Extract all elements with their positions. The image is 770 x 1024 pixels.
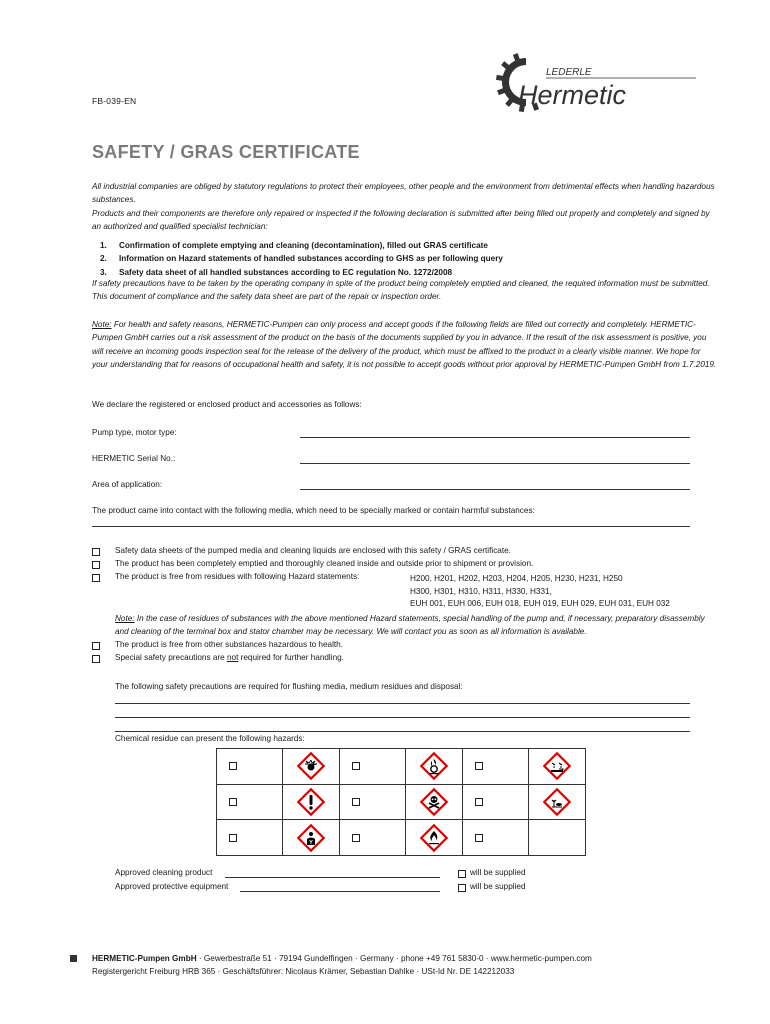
pump-type-field[interactable] bbox=[300, 437, 690, 438]
chem-hazards-text: Chemical residue can present the following hazards: bbox=[115, 734, 305, 743]
environment-icon bbox=[542, 787, 572, 817]
contact-text: The product came into contact with the following media, which need to be specially marked or contain harmful substances: bbox=[92, 506, 535, 515]
requirement-item: 3. Safety data sheet of all handled substances according to EC regulation No. 1272/2008 bbox=[100, 267, 453, 277]
requirement-item: 2. Information on Hazard statements of handled substances according to GHS as per following query bbox=[100, 254, 503, 264]
protective-supplied-checkbox[interactable] bbox=[458, 884, 466, 892]
footer-company: HERMETIC-Pumpen GmbH bbox=[92, 954, 197, 963]
approved-protective-field[interactable] bbox=[240, 891, 440, 892]
hazard-grid bbox=[216, 748, 586, 856]
exclamation-mark-icon bbox=[296, 787, 326, 817]
document-id: FB-039-EN bbox=[92, 96, 137, 106]
requirements-list bbox=[100, 239, 503, 279]
note2-text: In the case of residues of substances with the above mentioned Hazard statements, special handling of the pump and, if necessary, preparatory disassembly and cleaning of the terminal box and stator chamber may be necessary. We will contact you as soon as all information is available. bbox=[115, 614, 705, 637]
health-hazard-icon bbox=[296, 823, 326, 853]
contact-media-field[interactable] bbox=[92, 526, 690, 527]
corrosion-icon bbox=[542, 751, 572, 781]
note-label: Note: bbox=[92, 320, 112, 329]
cleaned-checkbox[interactable] bbox=[92, 561, 100, 569]
hazard-line: EUH 001, EUH 006, EUH 018, EUH 019, EUH 029, EUH 031, EUH 032 bbox=[410, 599, 670, 609]
hazard-statements bbox=[410, 573, 710, 611]
check-row-free bbox=[92, 640, 712, 652]
precautions-text: The following safety precautions are required for flushing media, medium residues and disposal: bbox=[115, 682, 463, 691]
note-paragraph bbox=[92, 318, 717, 372]
footer-square-icon bbox=[70, 955, 77, 962]
intro-text-2: Products and their components are therefore only repaired or inspected if the following declaration is submitted after being filled out properly and completely and signed by an authorized and qualified specialist technician: bbox=[92, 208, 710, 232]
empty-cell bbox=[528, 820, 585, 856]
requirement-item: 1. Confirmation of complete emptying and cleaning (decontamination), filled out GRAS certificate bbox=[100, 241, 488, 250]
cleaning-supplied-row bbox=[458, 868, 558, 880]
skull-crossbones-icon bbox=[419, 787, 449, 817]
hazard-line: H300, H301, H310, H311, H330, H331, bbox=[410, 586, 552, 596]
precautions-line-3[interactable] bbox=[115, 731, 690, 732]
logo-main-text: Hermetic bbox=[518, 80, 627, 110]
protective-supplied-label: will be supplied bbox=[470, 882, 526, 891]
footer bbox=[92, 952, 592, 978]
flame-over-circle-icon bbox=[419, 751, 449, 781]
gas-checkbox[interactable] bbox=[475, 834, 483, 842]
sds-checkbox[interactable] bbox=[92, 548, 100, 556]
check-row-sds bbox=[92, 546, 712, 558]
logo-top-text: LEDERLE bbox=[546, 67, 592, 78]
serial-label: HERMETIC Serial No.: bbox=[92, 454, 176, 463]
note2-label: Note: bbox=[115, 614, 135, 623]
approved-cleaning-field[interactable] bbox=[225, 877, 440, 878]
corrosive-checkbox[interactable] bbox=[475, 762, 483, 770]
footer-address: · Gewerbestraße 51 · 79194 Gundelfingen · Germany · phone +49 761 5830-0 · www.hermetic-pumpen.com bbox=[196, 954, 592, 963]
approved-cleaning-label: Approved cleaning product bbox=[115, 868, 213, 877]
explosive-checkbox[interactable] bbox=[229, 762, 237, 770]
intro-text-1: All industrial companies are obliged by statutory regulations to protect their employees, other people and the environment from detrimental effects when handling hazardous substances. bbox=[92, 182, 715, 205]
page-title: SAFETY / GRAS CERTIFICATE bbox=[92, 142, 360, 162]
company-logo bbox=[496, 52, 706, 112]
precautions-line-2[interactable] bbox=[115, 717, 690, 718]
hazard-line: H200, H201, H202, H203, H204, H205, H230, H231, H250 bbox=[410, 574, 623, 583]
exploding-bomb-icon bbox=[296, 751, 326, 781]
area-field[interactable] bbox=[300, 489, 690, 490]
residues-check-label: The product is free from residues with following Hazard statements: bbox=[115, 572, 360, 581]
check-row-cleaned bbox=[92, 559, 712, 571]
pump-type-label: Pump type, motor type: bbox=[92, 428, 177, 437]
flame-icon bbox=[419, 823, 449, 853]
environmental-checkbox[interactable] bbox=[475, 798, 483, 806]
gear-logo-icon bbox=[496, 52, 706, 112]
cleaned-check-label: The product has been completely emptied and thoroughly cleaned inside and outside prior to shipment or provision. bbox=[115, 559, 534, 568]
free-checkbox[interactable] bbox=[92, 642, 100, 650]
precautions-check-label: Special safety precautions are not required for further handling. bbox=[115, 653, 344, 662]
check-row-residues bbox=[92, 572, 412, 584]
precautions-line-1[interactable] bbox=[115, 703, 690, 704]
intro-paragraph bbox=[92, 180, 717, 234]
residues-checkbox[interactable] bbox=[92, 574, 100, 582]
check-row-precautions bbox=[92, 653, 712, 665]
note-text: For health and safety reasons, HERMETIC-Pumpen can only process and accept goods if the following fields are filled out correctly and completely. HERMETIC-Pumpen GmbH carries out a risk assessment of the product on the basis of the documents supplied by you in advance. If the result of the risk assessment is positive, you will receive an incoming goods inspection seal for the release of the delivery of the product, which must be affixed to the product in a clearly visible manner. We hope for your understanding that for reasons of occupational health and safety, it is not possible to accept goods without prior approval by HERMETIC-Pumpen GmbH from 1.7.2019. bbox=[92, 320, 717, 370]
toxic-checkbox[interactable] bbox=[352, 798, 360, 806]
irritant-checkbox[interactable] bbox=[229, 798, 237, 806]
area-label: Area of application: bbox=[92, 480, 163, 489]
flammable-checkbox[interactable] bbox=[352, 834, 360, 842]
note2-paragraph bbox=[115, 612, 715, 639]
free-check-label: The product is free from other substances hazardous to health. bbox=[115, 640, 344, 649]
cleaning-supplied-label: will be supplied bbox=[470, 868, 526, 877]
precautions-checkbox[interactable] bbox=[92, 655, 100, 663]
sds-check-label: Safety data sheets of the pumped media and cleaning liquids are enclosed with this safety / GRAS certificate. bbox=[115, 546, 511, 555]
health-hazard-checkbox[interactable] bbox=[229, 834, 237, 842]
serial-field[interactable] bbox=[300, 463, 690, 464]
intro-text-3: If safety precautions have to be taken by the operating company in spite of the product being completely emptied and cleaned, the required information must be submitted. This document of compliance and the safety data sheet are part of the repair or inspection order. bbox=[92, 279, 710, 302]
declare-text: We declare the registered or enclosed product and accessories as follows: bbox=[92, 400, 362, 409]
approved-protective-label: Approved protective equipment bbox=[115, 882, 229, 891]
cleaning-supplied-checkbox[interactable] bbox=[458, 870, 466, 878]
oxidizing-checkbox[interactable] bbox=[352, 762, 360, 770]
footer-registry: Registergericht Freiburg HRB 365 · Geschäftsführer: Nicolaus Krämer, Sebastian Dahlke · USt-Id Nr. DE 142212033 bbox=[92, 967, 515, 976]
protective-supplied-row bbox=[458, 882, 558, 894]
